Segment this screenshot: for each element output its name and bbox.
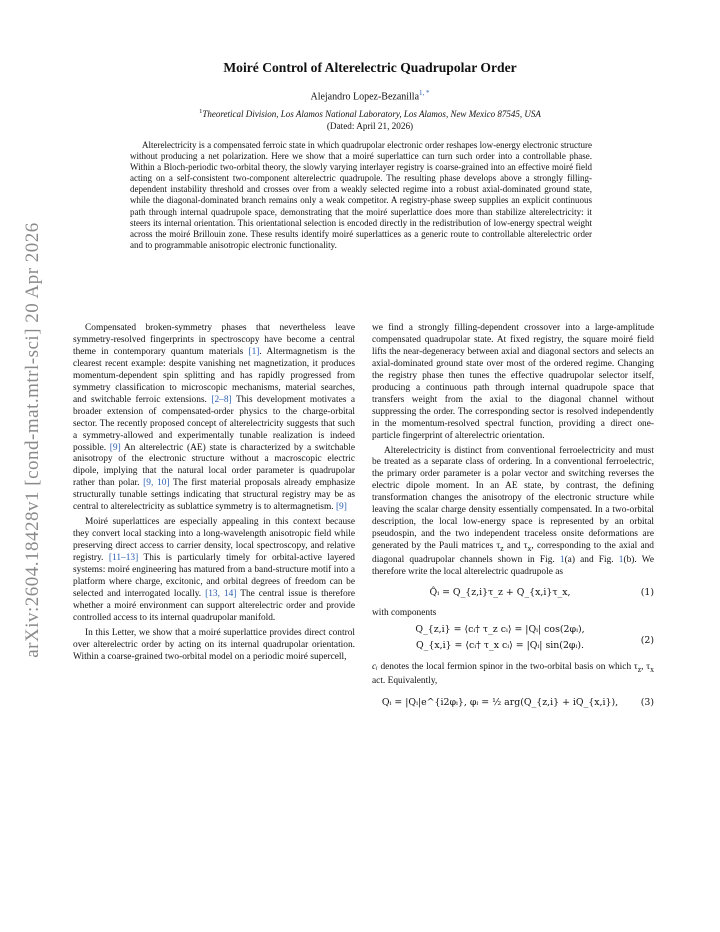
subscript: x (527, 544, 532, 554)
text-span: Alterelectricity is distinct from conventional ferroelectricity and must be treated as a separate class of ordering. In a conventional ferroelectric, the primary order parameter is a polar vector and switching reverses the electric dipole moment. In an AE state, by contrast, the defining transformation changes the anisotropy of the electronic structure while leaving the scalar charge density essentially compensated. In a two-orbital description, the local low-energy space is represented by an orbital pseudospin, and the two independent traceless onsite deformations are generated by the Pauli matrices τ (372, 445, 654, 552)
equation-line: Q_{z,i} = ⟨cᵢ† τ_z cᵢ⟩ = |Qᵢ| cos(2φᵢ), (415, 623, 585, 635)
text-span: , corresponding to the axial and diagonal quadrupolar channels shown in Fig. (372, 541, 654, 565)
paper-title: Moiré Control of Alterelectric Quadrupolar Order (223, 60, 517, 75)
paragraph-moire (73, 517, 355, 625)
figure-link[interactable]: 1 (618, 554, 624, 565)
citation-link[interactable]: [9, 10] (143, 478, 170, 489)
paragraph-intro (73, 323, 355, 514)
right-column (372, 323, 654, 716)
citation-link[interactable]: [9] (335, 502, 347, 513)
author-name: Alejandro Lopez-Bezanilla (310, 91, 420, 103)
text-span: An alterelectric (AE) state is characterized by a switchable anisotropy of the electronic structure without a macroscopic electric dipole, implying that the natural local order parameter is quadrupolar rather than polar. (73, 442, 355, 489)
citation-link[interactable]: [2–8] (211, 394, 232, 405)
text-span: , τ (641, 661, 651, 672)
author-marks[interactable]: 1, * (419, 89, 430, 97)
equation-number: (3) (640, 696, 654, 708)
author-line (80, 89, 660, 102)
equation-line: Q_{x,i} = ⟨cᵢ† τ_x cᵢ⟩ = |Qᵢ| sin(2φᵢ). (415, 639, 585, 651)
citation-link[interactable]: [1] (248, 346, 260, 357)
affiliation-line (80, 108, 660, 119)
text-span: Moiré superlattices are especially appealing in this context because they convert local stacking into a long-wavelength anisotropic field while preserving direct access to carrier density, local spectroscopy, and relative registry. (73, 517, 355, 564)
text-span: denotes the local fermion spinor in the two-orbital basis on which τ (377, 661, 638, 672)
arxiv-sidebar (18, 200, 48, 680)
equation-number: (1) (640, 586, 654, 598)
equation-body: Qᵢ = |Qᵢ|e^{i2φᵢ}, φᵢ = ½ arg(Q_{z,i} + iQ_{x,i}), (381, 696, 619, 708)
citation-link[interactable]: [11–13] (108, 553, 139, 564)
abstract-text: Alterelectricity is a compensated ferroic state in which quadrupolar electronic order reshapes low-energy electronic structure without producing a net polarization. Here we show that a moiré superlattice can turn such order into a controllable phase. Within a Bloch-periodic two-orbital theory, the slowly varying interlayer registry is coarse-grained into an effective moiré field acting on a self-consistent two-component alterelectric quadrupole. The resulting phase develops above a strongly filling-dependent instability threshold and crosses over from a weakly selected regime into a robust axial-dominated ground state, while the diagonal-dominated branch remains only a weak competitor. A registry-phase sweep supplies an explicit continuous path through internal quadrupole space, demonstrating that the moiré superlattice does more than stabilize alterelectricity: it steers its internal orientation. This orientational selection is encoded directly in the redistribution of low-energy spectral weight across the moiré Brillouin zone. These results identify moiré superlattices as a generic route to controllable alterelectric order and to programmable anisotropic electronic functionality. (130, 140, 592, 250)
subscript: z (637, 664, 642, 674)
figure-link[interactable]: 1 (559, 554, 565, 565)
citation-link[interactable]: [13, 14] (205, 588, 237, 599)
subscript: z (500, 544, 504, 554)
text-span: The first material proposals already emphasize structurally tunable settings indicating that structural registry may be as central to alterelectricity as sublattice symmetry is to altermagnetism. (73, 478, 355, 513)
equation-body: Q̂ᵢ = Q_{z,i}τ_z + Q_{x,i}τ_x, (429, 586, 571, 598)
with-components-text: with components (372, 607, 437, 618)
math-symbol: cᵢ (372, 661, 378, 672)
text-span: (a) and Fig. (564, 554, 619, 565)
equation-1 (372, 582, 654, 606)
text-span: This is particularly timely for orbital-active layered systems: moiré engineering has matured from a band-structure motif into a platform where charge, excitonic, and orbital degrees of freedom can be selected and interrogated locally. (73, 553, 355, 599)
paragraph-alterelectricity (372, 446, 654, 579)
equation-2 (372, 624, 654, 658)
text-span: This development motivates a broader extension of compensated-order physics to the charge-orbital sector. The recently proposed concept of alterelectricity suggests that such a symmetry-allowed and experimentally tunable realization is indeed possible. (73, 394, 355, 453)
text-span: The central issue is therefore whether a moiré environment can support alterelectric order and provide controlled access to its internal quadrupolar manifold. (73, 588, 355, 623)
equation-number: (2) (640, 634, 654, 646)
paragraph-continued: we find a strongly filling-dependent crossover into a large-amplitude compensated quadrupolar state. At fixed registry, the square moiré field lifts the near-degeneracy between axial and diagonal sectors and selects an axial-dominated ground state over most of the ordered regime. Changing the registry phase then tunes the effective quadrupolar selector itself, producing a continuous path through internal quadrupole space that transfers weight from the axial to the diagonal channel without suppressing the order. The corresponding sector is resolved independently in the momentum-resolved spectral function, providing a direct one-particle fingerprint of alterelectric orientation. (372, 323, 654, 441)
text-span: Compensated broken-symmetry phases that nevertheless leave symmetry-resolved fingerprints in spectroscopy have become a central theme in contemporary quantum materials (73, 323, 355, 357)
arxiv-identifier: arXiv:2604.18428v1 [cond-mat.mtrl-sci] 20 Apr 2026 (22, 222, 43, 658)
text-span: . Altermagnetism is the clearest recent example: despite vanishing net magnetization, it produces momentum-dependent spin splitting and has rapidly progressed from symmetry classification to microscopic mechanisms, material searches, and switchable ferroic extensions. (73, 346, 355, 405)
text-span: and τ (503, 541, 528, 552)
left-column (73, 323, 355, 667)
text-span: (b). We therefore write the local alterelectric quadrupole as (372, 554, 654, 577)
citation-link[interactable]: [9] (109, 442, 121, 453)
date-line: (Dated: April 21, 2026) (326, 121, 414, 131)
equation-3 (372, 692, 654, 716)
affiliation-mark: 1 (199, 108, 203, 115)
text-span: act. Equivalently, (372, 675, 438, 686)
subscript: x (650, 664, 654, 674)
affiliation-text: Theoretical Division, Los Alamos National Laboratory, Los Alamos, New Mexico 87545, USA (202, 109, 541, 119)
paragraph-letter: In this Letter, we show that a moiré superlattice provides direct control over alterelectric order by acting on its internal quadrupolar orientation. Within a coarse-grained two-orbital model on a periodic moiré supercell, (73, 627, 355, 662)
spinor-definition (372, 662, 654, 688)
abstract (130, 140, 592, 251)
